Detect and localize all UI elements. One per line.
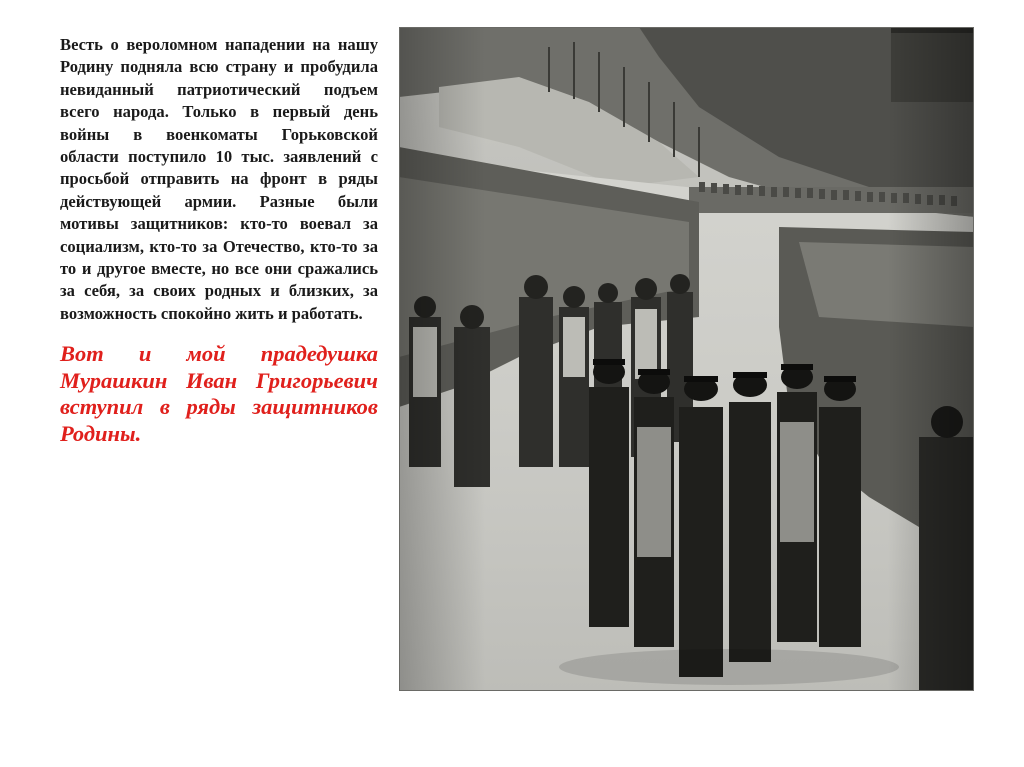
photo-illustration bbox=[399, 27, 974, 691]
highlight-paragraph: Вот и мой прадедушка Мурашкин Иван Григорьевич вступил в ряды защитников Родины. bbox=[60, 341, 378, 447]
body-paragraph: Весть о вероломном нападении на нашу Родину подняла всю страну и пробудила невиданный патриотический подъем всего народа. Только в первый день войны в военкоматы Горьковской области поступило 10 тыс. заявлений с просьбой отправить на фронт в ряды действующей армии. Разные были мотивы защитников: кто-то воевал за социализм, кто-то за Отечество, кто-то за то и другое вместе, но все они сражались за себя, за своих родных и близких, за возможность спокойно жить и работать. bbox=[60, 35, 378, 323]
historical-photo bbox=[399, 27, 974, 691]
text-column bbox=[60, 34, 378, 448]
